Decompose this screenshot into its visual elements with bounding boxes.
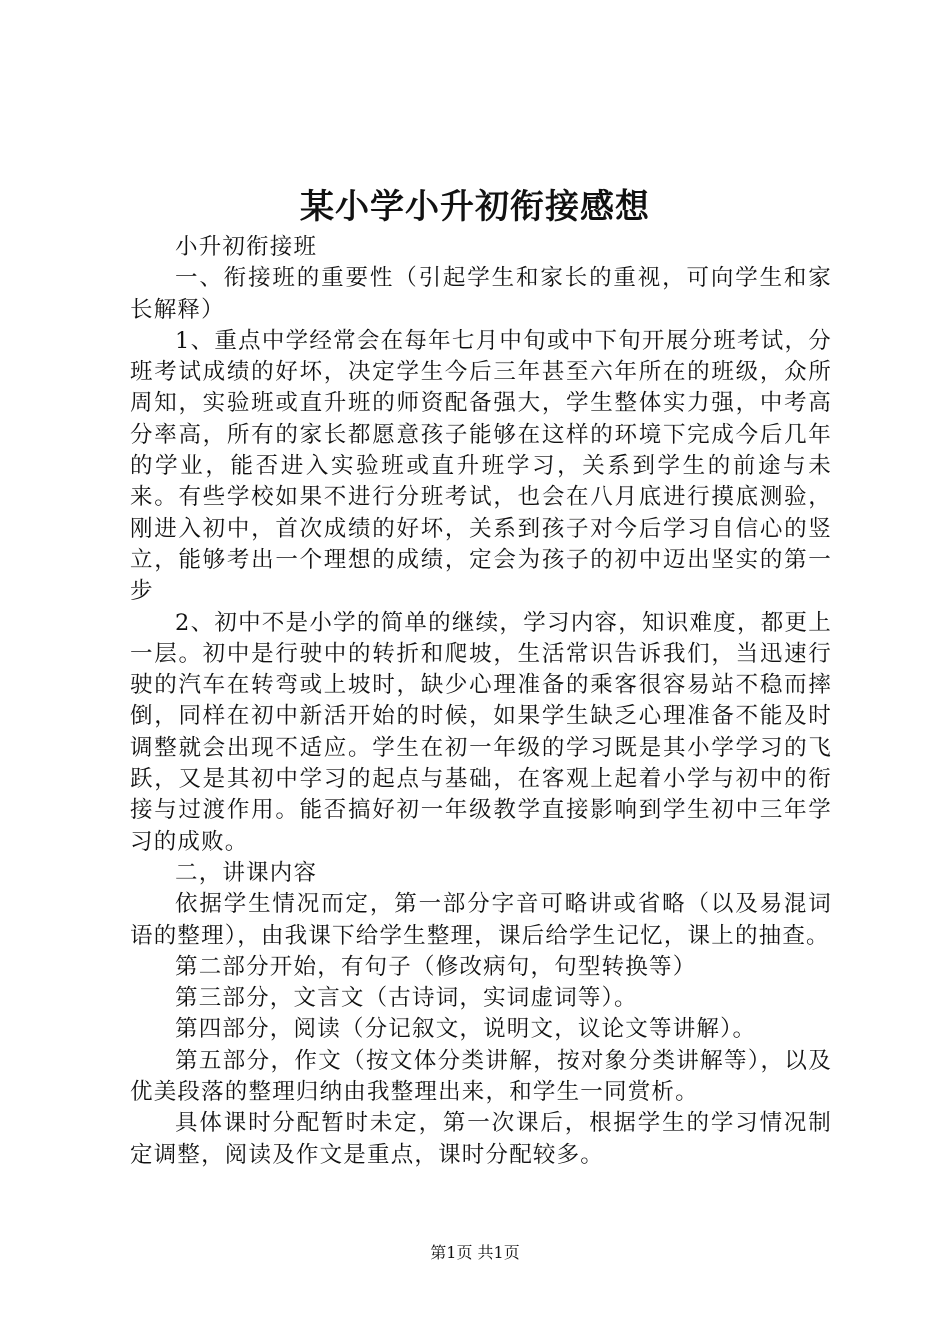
paragraph-part-two: 第二部分开始，有句子（修改病句，句型转换等） xyxy=(175,953,697,980)
paragraph-point-two: 2、初中不是小学的简单的继续，学习内容，知识难度，都更上一层。初中是行驶中的转折和爬坡，生活常识告诉我们，当迅速行驶的汽车在转弯或上坡时，缺少心理准备的乘客很容易站不稳而摔倒，同样在初中新活开始的时候，如果学生缺乏心理准备不能及时调整就会出现不适应。学生在初一年级的学习既是其小学学习的飞跃，又是其初中学习的起点与基础，在客观上起着小学与初中的衔接与过渡作用。能否搞好初一年级教学直接影响到学生初中三年学习的成败。 xyxy=(130,609,832,855)
paragraph-part-four: 第四部分，阅读（分记叙文，说明文，议论文等讲解）。 xyxy=(175,1016,757,1043)
paragraph-section-two-heading: 二，讲课内容 xyxy=(175,859,318,886)
paragraph-point-one: 1、重点中学经常会在每年七月中旬或中下旬开展分班考试，分班考试成绩的好坏，决定学生今后三年甚至六年所在的班级，众所周知，实验班或直升班的师资配备强大，学生整体实力强，中考高分率高，所有的家长都愿意孩子能够在这样的环境下完成今后几年的学业，能否进入实验班或直升班学习，关系到学生的前途与未来。有些学校如果不进行分班考试，也会在八月底进行摸底测验，刚进入初中，首次成绩的好坏，关系到孩子对今后学习自信心的竖立，能够考出一个理想的成绩，定会为孩子的初中迈出坚实的第一步 xyxy=(130,327,832,605)
page-number-footer: 第1页 共1页 xyxy=(430,1243,520,1262)
document-title: 某小学小升初衔接感想 xyxy=(300,187,650,227)
paragraph-schedule: 具体课时分配暂时未定，第一次课后，根据学生的学习情况制定调整，阅读及作文是重点，课时分配较多。 xyxy=(130,1110,832,1168)
paragraph-part-three: 第三部分，文言文（古诗词，实词虚词等）。 xyxy=(175,985,638,1012)
paragraph-section-one-heading: 一、衔接班的重要性（引起学生和家长的重视，可向学生和家长解释） xyxy=(130,265,832,323)
paragraph-part-one: 依据学生情况而定，第一部分字音可略讲或省略（以及易混词语的整理），由我课下给学生整理，课后给学生记忆，课上的抽查。 xyxy=(130,891,832,949)
document-body xyxy=(130,232,832,1171)
paragraph-class-name: 小升初衔接班 xyxy=(175,234,318,260)
paragraph-part-five: 第五部分，作文（按文体分类讲解，按对象分类讲解等），以及优美段落的整理归纳由我整理出来，和学生一同赏析。 xyxy=(130,1047,832,1106)
